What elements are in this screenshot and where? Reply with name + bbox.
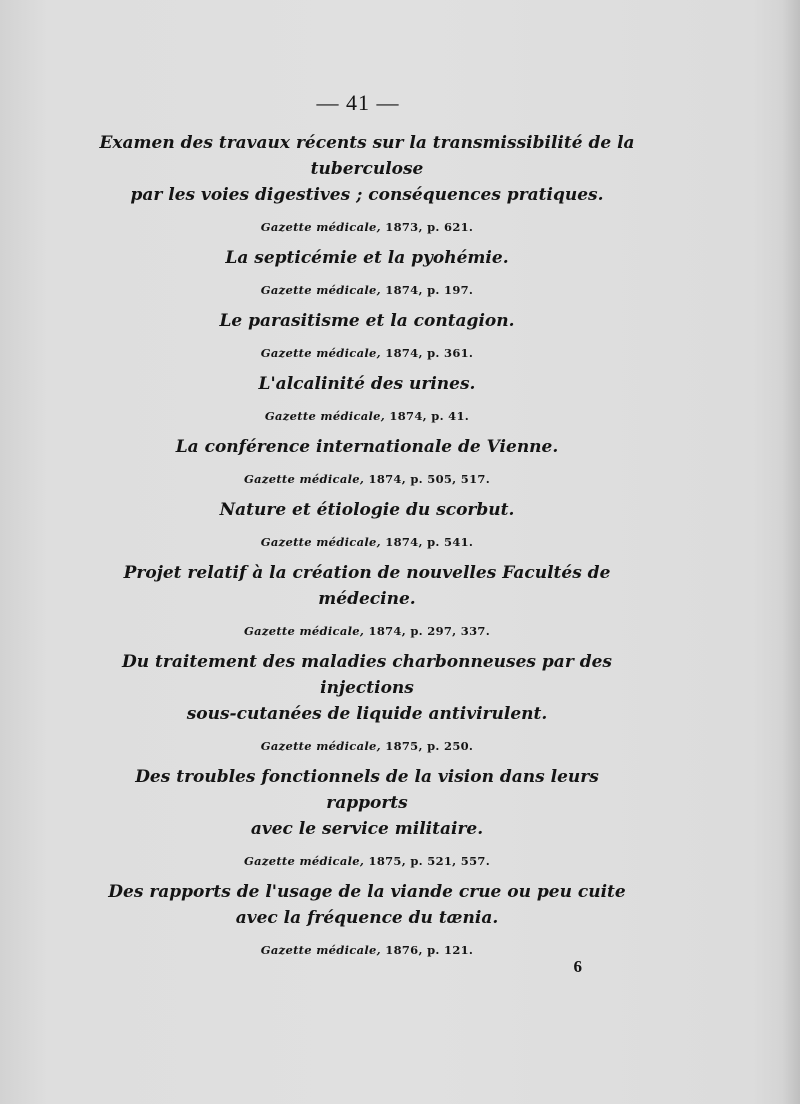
bibliography-entry [92,764,642,869]
entry-journal: Gazette médicale, [260,739,381,753]
entry-journal: Gazette médicale, [260,535,381,549]
bibliography-entry [92,560,642,639]
bibliography-entry [92,308,642,361]
entry-journal: Gazette médicale, [244,854,365,868]
entry-title-line: La conférence internationale de Vienne. [175,437,559,457]
entry-source [92,408,642,424]
bibliography-entry [92,130,642,235]
bibliography-entry [92,649,642,754]
entry-reference: 1874, p. 41. [389,409,470,423]
bibliography-entry [92,434,642,487]
entry-reference: 1874, p. 505, 517. [368,472,490,486]
signature-mark: 6 [573,957,582,976]
entry-source [92,623,642,639]
entry-title [92,649,642,727]
entry-reference: 1874, p. 197. [385,283,474,297]
entry-title [92,130,642,208]
bibliography-entry [92,497,642,550]
entry-title [92,879,642,931]
entry-journal: Gazette médicale, [260,943,381,957]
bibliography-list [92,130,642,958]
entry-journal: Gazette médicale, [260,346,381,360]
entry-title-line: Des rapports de l'usage de la viande crue ou peu cuite [108,882,626,902]
entry-title [92,560,642,612]
page-number: — 41 — [316,90,400,115]
entry-title [92,497,642,523]
entry-title-line: Des troubles fonctionnels de la vision dans leurs rapports [135,767,599,813]
entry-title [92,764,642,842]
bibliography-entry [92,879,642,958]
entry-journal: Gazette médicale, [260,220,381,234]
entry-title-line: Du traitement des maladies charbonneuses par des injections [122,652,612,698]
entry-title-line: avec le service militaire. [250,819,484,839]
entry-title-line: Le parasitisme et la contagion. [219,311,515,331]
entry-reference: 1874, p. 361. [385,346,474,360]
entry-title-line: avec la fréquence du tænia. [235,908,499,928]
entry-source [92,853,642,869]
bibliography-entry [92,245,642,298]
entry-source [92,282,642,298]
entry-title [92,308,642,334]
entry-title-line: par les voies digestives ; conséquences pratiques. [130,185,604,205]
entry-reference: 1875, p. 521, 557. [368,854,490,868]
bibliography-entry [92,371,642,424]
entry-title-line: L'alcalinité des urines. [258,374,476,394]
entry-title-line: Examen des travaux récents sur la transmissibilité de la tuberculose [99,133,635,179]
entry-title [92,371,642,397]
entry-reference: 1875, p. 250. [385,739,474,753]
page-edge-shadow [782,0,800,1104]
entry-title-line: sous-cutanées de liquide antivirulent. [186,704,548,724]
entry-source [92,471,642,487]
entry-journal: Gazette médicale, [264,409,386,423]
entry-reference: 1873, p. 621. [385,220,474,234]
entry-title [92,245,642,271]
entry-journal: Gazette médicale, [260,283,381,297]
entry-journal: Gazette médicale, [244,624,365,638]
entry-title-line: Nature et étiologie du scorbut. [219,500,515,520]
entry-title [92,434,642,460]
entry-source [92,345,642,361]
entry-source [92,219,642,235]
entry-title-line: La septicémie et la pyohémie. [225,248,509,268]
entry-journal: Gazette médicale, [244,472,365,486]
entry-reference: 1876, p. 121. [385,943,474,957]
entry-reference: 1874, p. 541. [385,535,474,549]
entry-reference: 1874, p. 297, 337. [368,624,490,638]
entry-source [92,738,642,754]
entry-source [92,534,642,550]
entry-source [92,942,642,958]
entry-title-line: Projet relatif à la création de nouvelles Facultés de médecine. [123,563,611,609]
